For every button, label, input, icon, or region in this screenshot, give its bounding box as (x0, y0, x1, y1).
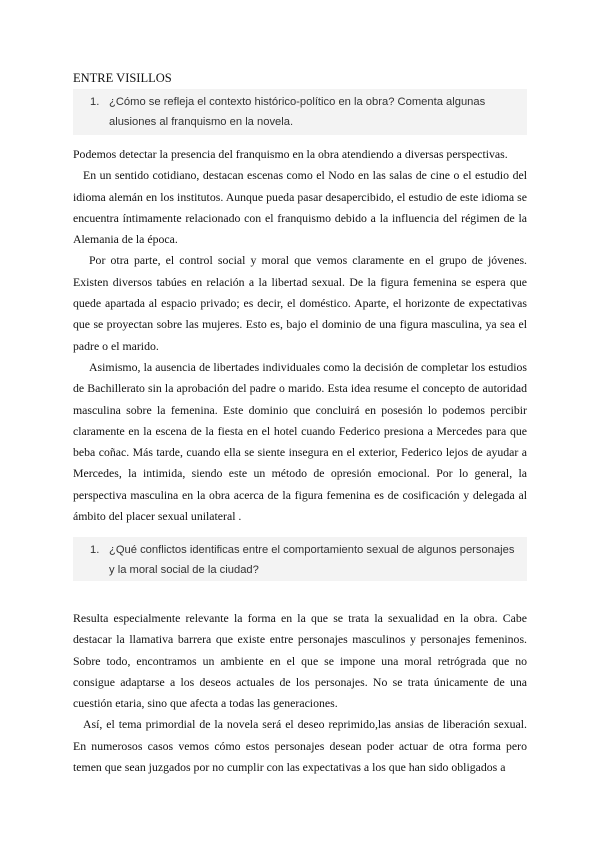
answer-1-paragraph: En un sentido cotidiano, destacan escenas como el Nodo en las salas de cine o el estudio del idioma alemán en los institutos. Aunque pueda pasar desapercibido, el estudio de este idioma se encuentra íntimamente relacionado con el franquismo debido a la influencia del régimen de la Alemania de la época. (73, 168, 527, 247)
answer-1 (73, 144, 527, 527)
answer-2 (73, 608, 527, 778)
question-1 (73, 89, 527, 135)
answer-2-paragraph: Así, el tema primordial de la novela será el deseo reprimido,las ansias de liberación sexual. En numerosos casos vemos cómo estos personajes desean poder actuar de otra forma pero temen que sean juzgados por no cumplir con las expectativas a los que han sido obligados a (73, 717, 527, 775)
question-2-number: 1. (90, 544, 100, 556)
question-2 (73, 537, 527, 581)
question-1-text: ¿Cómo se refleja el contexto histórico-político en la obra? Comenta algunas alusiones al franquismo en la novela. (109, 96, 486, 128)
answer-1-paragraph: Podemos detectar la presencia del franquismo en la obra atendiendo a diversas perspectivas. (73, 147, 508, 161)
question-1-number: 1. (90, 96, 100, 108)
question-2-text: ¿Qué conflictos identificas entre el comportamiento sexual de algunos personajes y la moral social de la ciudad? (109, 544, 515, 576)
document-title: ENTRE VISILLOS (73, 71, 172, 85)
answer-1-paragraph: Asimismo, la ausencia de libertades individuales como la decisión de completar los estudios de Bachillerato sin la aprobación del padre o marido. Esta idea resume el concepto de autoridad masculina sobre la femenina. Este dominio que concluirá en posesión lo podemos percibir claramente en la escena de la fiesta en el hotel cuando Federico presiona a Mercedes para que beba coñac. Más tarde, cuando ella se siente insegura en el exterior, Federico lejos de ayudar a Mercedes, la intimida, siendo este un método de opresión emocional. Por lo general, la perspectiva masculina en la obra acerca de la figura femenina es de cosificación y delegada al ámbito del placer sexual unilateral . (73, 359, 527, 524)
answer-1-paragraph: Por otra parte, el control social y moral que vemos claramente en el grupo de jóvenes. Existen diversos tabúes en relación a la libertad sexual. De la figura femenina se espera que quede apartada al espacio privado; es decir, el doméstico. Aparte, el horizonte de expectativas que se proyectan sobre las mujeres. Esto es, bajo el dominio de una figura masculina, ya sea el padre o el marido. (73, 253, 527, 353)
answer-2-paragraph: Resulta especialmente relevante la forma en la que se trata la sexualidad en la obra. Cabe destacar la llamativa barrera que existe entre personajes masculinos y personajes femeninos. Sobre todo, encontramos un ambiente en el que se impone una moral retrógrada que no consigue adaptarse a los deseos actuales de los personajes. No se trata únicamente de una cuestión etaria, sino que afecta a todas las generaciones. (73, 611, 527, 711)
